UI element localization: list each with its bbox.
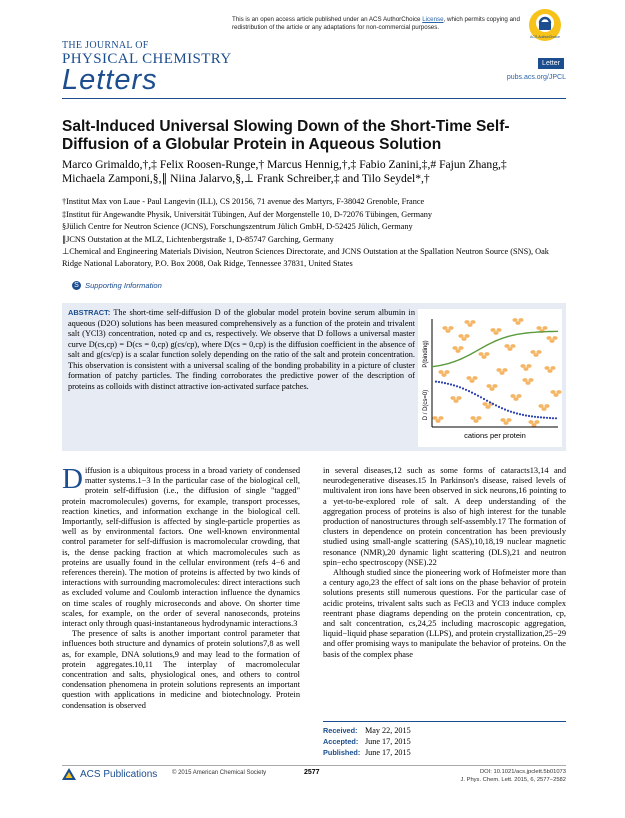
page-number: 2577 (304, 769, 320, 776)
doi-block (440, 769, 566, 784)
diffusion-dot (438, 381, 440, 383)
author-line: Marco Grimaldo,†,‡ Felix Roosen-Runge,† Marcus Hennig,†,‡ Fabio Zanini,‡,# Fajun Zhang,‡ (62, 158, 507, 171)
affiliation: ∥JCNS Outstation at the MLZ, Lichtenbergstraße 1, D-85747 Garching, Germany (62, 234, 334, 244)
diffusion-dot (465, 389, 467, 391)
protein-glyph (552, 336, 557, 340)
diffusion-dot (552, 417, 554, 419)
diffusion-dot (480, 396, 482, 398)
supporting-info-icon: S (72, 281, 81, 290)
abstract-text: The short-time self-diffusion D of the globular model protein bovine serum albumin in aqueous (D2O) solutions has been measured comprehensively as a function of the protein and trivalent salt (YCl3) concentration, noted cp and cs, respectively. We observe that D follows a universal master curve D(cs,cp) = D(cs = 0,cp) g(cs/cp), where D(cs = 0,cp) is the diffusion coefficient in the absence of salt and g(cs/cp) is a scalar function solely depending on the ratio of the salt and protein concentration. This observation is consistent with a universal scaling of the bonding probability in a picture of cluster formation of patchy particles. The finding corroborates the predictive power of the description of proteins as colloids with distinct attractive ion-activated surface patches. (68, 308, 415, 391)
diffusion-dot (549, 417, 551, 419)
protein-glyph (556, 390, 561, 394)
protein-glyph (518, 318, 523, 322)
footer-rule (62, 765, 566, 766)
protein-glyph (464, 334, 469, 338)
protein-glyph (536, 350, 541, 354)
diffusion-dot (513, 412, 515, 414)
diffusion-dot (441, 381, 443, 383)
protein-glyph (456, 396, 461, 400)
diffusion-dot (447, 383, 449, 385)
date-label: Accepted: (323, 737, 359, 746)
affiliations (62, 196, 567, 271)
diffusion-dot (450, 383, 452, 385)
protein-glyph (448, 326, 453, 330)
publisher-name: ACS Publications (80, 768, 158, 780)
date-value: June 17, 2015 (365, 737, 411, 746)
date-row (323, 736, 453, 747)
journal-line3: Letters (62, 64, 158, 96)
journal-url-link[interactable]: pubs.acs.org/JPCL (506, 74, 566, 81)
protein-glyph (542, 326, 547, 330)
toc-ylabel-bottom: D / D(cs=0) (423, 389, 429, 421)
diffusion-dot (495, 404, 497, 406)
author-list (62, 158, 562, 186)
protein-glyph (496, 328, 501, 332)
toc-graphic (418, 309, 562, 447)
acs-authorchoice-badge (528, 8, 562, 42)
diffusion-dot (456, 385, 458, 387)
protein-glyph (476, 416, 481, 420)
acs-publications-logo (62, 768, 157, 780)
diffusion-dot (531, 415, 533, 417)
diffusion-dot (444, 382, 446, 384)
diffusion-dot (516, 412, 518, 414)
affiliation: ⊥Chemical and Engineering Materials Division, Neutron Sciences Directorate, and JCNS Outstation at the Spallation Neutron Source (SNS), Oak Ridge National Laboratory, P.O. Box 2008, Oak Ridge, Tennessee 37831, United States (62, 247, 549, 268)
diffusion-dot (468, 390, 470, 392)
protein-glyph (458, 346, 463, 350)
paragraph (62, 463, 300, 629)
protein-glyph (534, 420, 539, 424)
abstract (68, 308, 415, 392)
open-access-text: This is an open access article published under an ACS AuthorChoice (232, 16, 423, 23)
journal-line2: PHYSICAL CHEMISTRY (62, 51, 232, 67)
diffusion-dot (546, 417, 548, 419)
author-line: Michaela Zamponi,§,∥ Niina Jalarvo,§,⊥ Frank Schreiber,‡ and Tilo Seydel*,† (62, 172, 430, 185)
diffusion-dot (459, 386, 461, 388)
header-rule (62, 98, 566, 99)
diffusion-dot (528, 415, 530, 417)
body-column-left (62, 463, 300, 711)
date-value: May 22, 2015 (365, 726, 411, 735)
date-row (323, 747, 453, 758)
supporting-info-label: Supporting Information (85, 281, 162, 290)
diffusion-dot (492, 403, 494, 405)
diffusion-dot (534, 416, 536, 418)
protein-glyph (444, 370, 449, 374)
diffusion-dot (507, 410, 509, 412)
body-column-right (323, 466, 566, 660)
article-type-tab: Letter (538, 58, 564, 69)
diffusion-dot (471, 392, 473, 394)
paragraph: The presence of salts is another important control parameter that influences both structure and dynamics of protein solutions7,8 as well as, for example, DNA solutions,9 and may lead to the formation of protein aggregates.10,11 The interplay of macromolecular concentration and salts, physiological ones, and others to control condensation phenomena in protein solutions represents an important question with applications in medicine and biotechnology. Protein condensation is observed (62, 629, 300, 710)
diffusion-dot (483, 398, 485, 400)
protein-glyph (506, 418, 511, 422)
protein-glyph (550, 366, 555, 370)
open-access-notice (232, 16, 532, 32)
diffusion-dot (489, 401, 491, 403)
badge-text: ACS AuthorChoice (530, 35, 560, 39)
dates-rule (323, 721, 566, 722)
doi-link[interactable]: DOI: 10.1021/acs.jpclett.5b01073 (479, 769, 566, 775)
toc-xlabel: cations per protein (464, 431, 526, 440)
diffusion-dot (522, 414, 524, 416)
protein-glyph (472, 376, 477, 380)
protein-glyph (510, 344, 515, 348)
protein-glyph (528, 378, 533, 382)
paragraph-text: iffusion is a ubiquitous process in a broad variety of condensed matter systems.1−3 In the particular case of the biological cell, protein self-diffusion (i.e., the diffusion of single "tagged" protein macromolecules) governs, for example, transport processes, reaction kinetics, and information exchange in the biological cell. Importantly, self-diffusion is affected by single-particle properties as well as by environmental factors. One well-known environmental control parameter for self-diffusion is macromolecular crowding, that is, the dense packing fraction at which macromolecules such as proteins are usually found in the cellular environment (refs 4−6 and references therein). The motion of proteins is affected by two kinds of interactions with surrounding macromolecules: direct interactions such as excluded volume and Coulomb interaction influence the dynamics on time scales of roughly microseconds and above. On shorter time scales, for example, on the order of several nanoseconds, proteins interact only through quasi-instantaneous hydrodynamic interactions.3 (62, 466, 300, 629)
diffusion-dot (504, 408, 506, 410)
diffusion-dot (453, 384, 455, 386)
affiliation: §Jülich Centre for Neutron Science (JCNS), Forschungszentrum Jülich GmbH, D-52425 Jülich, Germany (62, 222, 413, 232)
date-value: June 17, 2015 (365, 748, 411, 757)
paragraph: in several diseases,12 such as some forms of cataracts13,14 and neurodegenerative diseases.15 In Parkinson's disease, raised levels of multivalent iron ions have been observed in sick neurons,16 pointing to a yet-to-be-explored role of salt. A deep understanding of the aggregation process of proteins is also of high interest for the tunable production of nanostructures through self-assembly.17 The formation of clusters in dependence on protein concentration has been previously studied using small-angle scattering (SAS),10,18,19 nuclear magnetic resonance (NMR),20 dynamic light scattering (DLS),21 and neutron spin−echo spectroscopy (NSE).22 (323, 466, 566, 567)
diffusion-dot (498, 406, 500, 408)
diffusion-dot (462, 387, 464, 389)
date-label: Received: (323, 726, 358, 735)
journal-logo (62, 40, 262, 96)
toc-ylabel-top: P(binding) (423, 340, 429, 368)
protein-glyph (492, 384, 497, 388)
diffusion-dot (555, 417, 557, 419)
date-row (323, 725, 453, 736)
diffusion-dot (477, 395, 479, 397)
diffusion-dot (519, 413, 521, 415)
license-link[interactable]: License (422, 16, 444, 23)
protein-glyph (526, 364, 531, 368)
protein-glyph (516, 394, 521, 398)
date-label: Published: (323, 748, 361, 757)
citation: J. Phys. Chem. Lett. 2015, 6, 2577−2582 (460, 776, 566, 783)
protein-glyph (544, 404, 549, 408)
dropcap: D (62, 463, 83, 495)
affiliation: †Institut Max von Laue - Paul Langevin (ILL), CS 20156, 71 avenue des Martyrs, F-38042 Grenoble, France (62, 197, 425, 206)
abstract-label: ABSTRACT: (68, 308, 111, 317)
paragraph: Although studied since the pioneering work of Hofmeister more than a century ago,23 the effect of salt ions on the phase behavior of protein solutions presents still numerous questions. For the particular case of acidic proteins, trivalent salts such as FeCl3 and YCl3 induce complex reentrant phase diagrams depending on the protein concentration, cp, and salt concentration, cs,24,25 including macroscopic aggregation, liquid−liquid phase separation (LLPS), and protein crystallization,25−29 and offer promising ways to manipulate the behavior of proteins. On the basis of the complex phase (323, 568, 566, 659)
diffusion-dot (540, 416, 542, 418)
diffusion-dot (501, 407, 503, 409)
affiliation: ‡Institut für Angewandte Physik, Universität Tübingen, Auf der Morgenstelle 10, D-72076 Tübingen, Germany (62, 209, 433, 219)
article-title: Salt-Induced Universal Slowing Down of the Short-Time Self-Diffusion of a Globular Protein in Aqueous Solution (62, 118, 510, 153)
diffusion-dot (474, 393, 476, 395)
protein-glyph (470, 320, 475, 324)
diffusion-dot (525, 414, 527, 416)
protein-glyph (484, 352, 489, 356)
copyright: © 2015 American Chemical Society (172, 770, 267, 776)
protein-glyph (438, 416, 443, 420)
protein-glyph (502, 368, 507, 372)
diffusion-dot (486, 400, 488, 402)
open-access-text-end: , which permits copying and redistribution of the article or any adaptations for non-commercial purposes. (232, 16, 520, 31)
diffusion-dot (510, 411, 512, 413)
supporting-info-link[interactable] (72, 281, 162, 290)
diffusion-dot (537, 416, 539, 418)
diffusion-dot (435, 381, 437, 383)
article-dates (323, 725, 453, 758)
diffusion-dot (543, 417, 545, 419)
journal-line1: THE JOURNAL OF (62, 40, 149, 51)
acs-triangle-icon (62, 768, 76, 780)
binding-probability-curve (432, 331, 558, 366)
